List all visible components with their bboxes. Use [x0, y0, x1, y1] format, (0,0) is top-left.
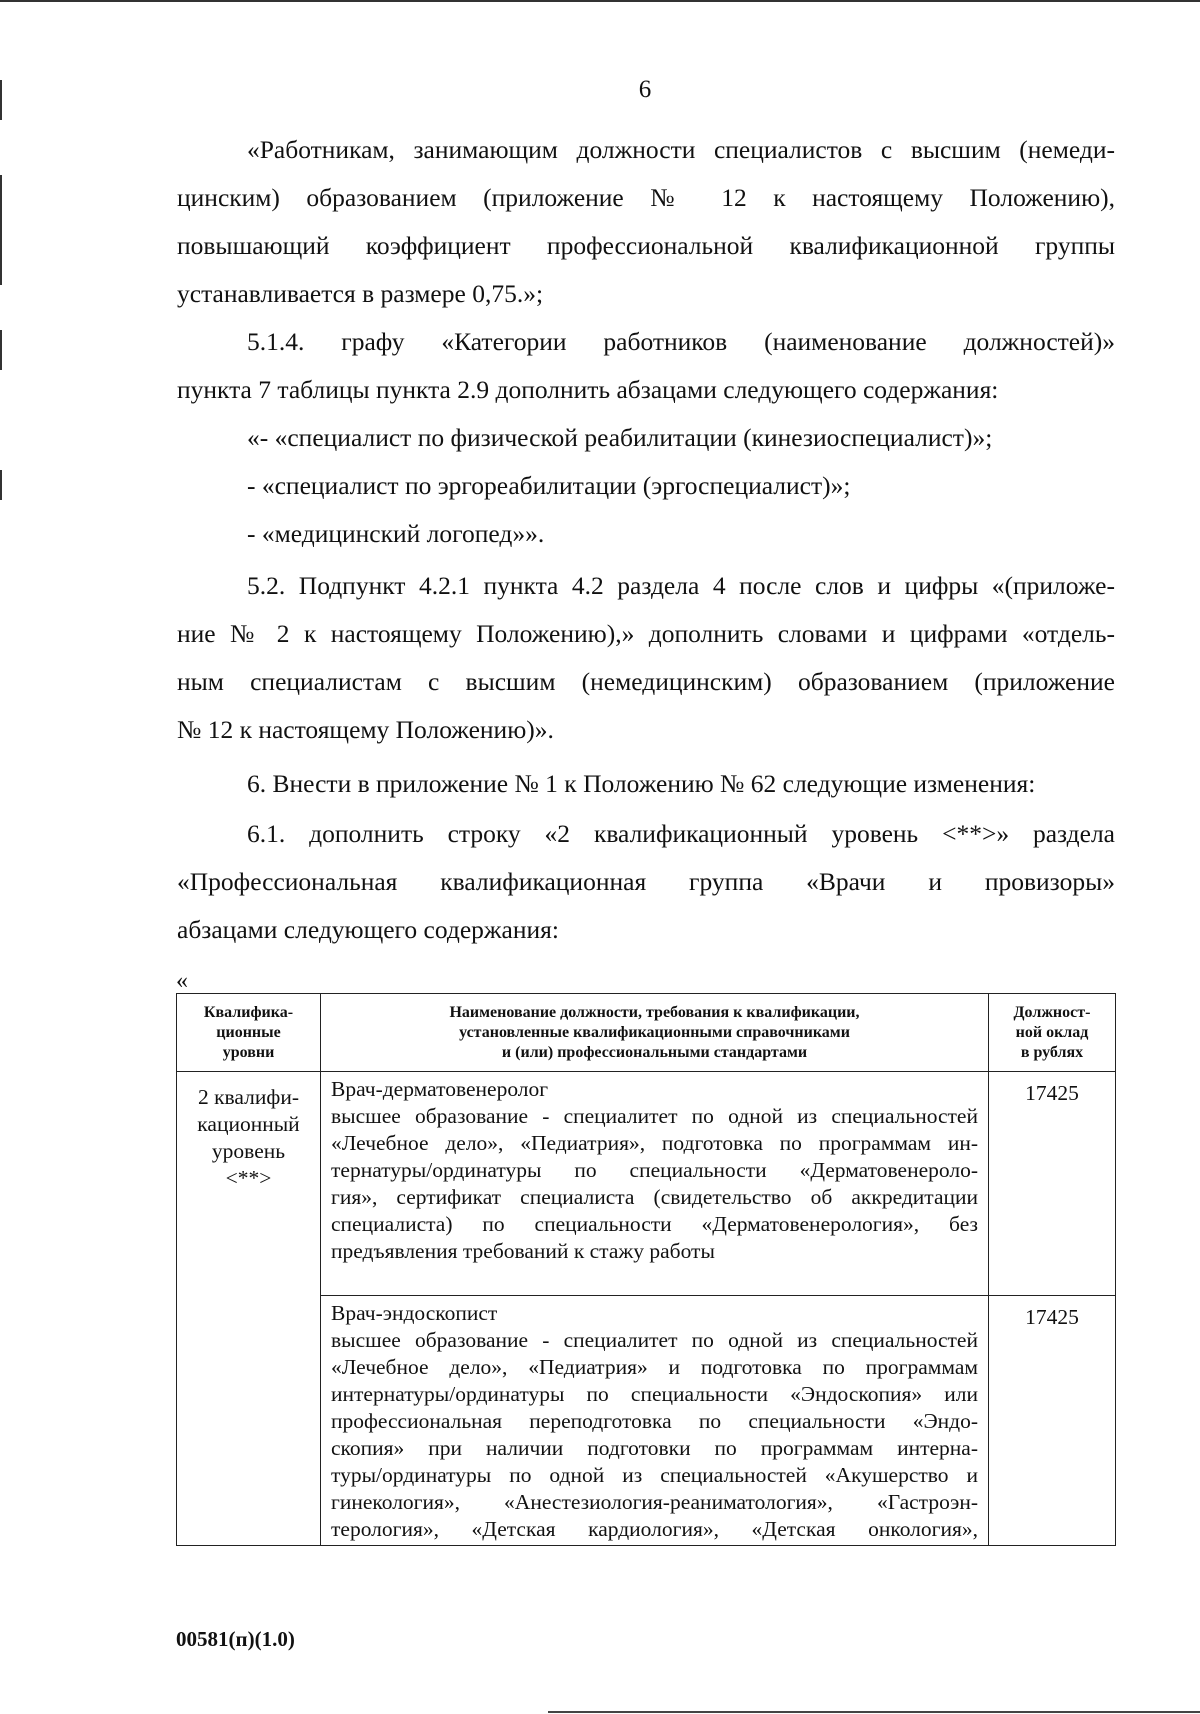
text-line: 6.1. дополнить строку «2 квалификационный уровень <**>» раздела [247, 819, 1115, 848]
text-line: «- «специалист по физической реабилитации (кинезиоспециалист)»; [247, 423, 993, 452]
table-header-row [177, 994, 1116, 1072]
paragraph-6-1 [177, 810, 1115, 954]
header-level: Квалифика- ционные уровни [177, 994, 321, 1072]
text-line: специалиста) по специальности «Дерматовенерология», без [331, 1212, 978, 1236]
list-item [177, 414, 1115, 462]
text-line: скопия» при наличии подготовки по программам интерна- [331, 1436, 978, 1460]
text-line: туры/ординатуры по одной из специальностей «Акушерство и [331, 1463, 978, 1487]
text-line: 5.2. Подпункт 4.2.1 пункта 4.2 раздела 4 после слов и цифры «(приложе- [247, 571, 1115, 600]
text-line: абзацами следующего содержания: [177, 915, 559, 944]
salary-cell: 17425 [989, 1296, 1116, 1546]
paragraph-6 [177, 760, 1115, 808]
position-description [321, 1072, 989, 1296]
text-line: повышающий коэффициент профессиональной квалификационной группы [177, 231, 1115, 260]
position-description [321, 1296, 989, 1546]
text-line: высшее образование - специалитет по одной из специальностей [331, 1328, 978, 1352]
page-number: 6 [638, 76, 652, 103]
table-open-quote: « [176, 968, 188, 994]
text-line: «Профессиональная квалификационная группа «Врачи и провизоры» [177, 867, 1115, 896]
qualification-table [176, 993, 1116, 1546]
text-line: устанавливается в размере 0,75.»; [177, 279, 544, 308]
header-position: Наименование должности, требования к квалификации, установленные квалификационными справочниками и (или) профессиональными стандартами [321, 994, 989, 1072]
text-line: «Работникам, занимающим должности специалистов с высшим (немеди- [247, 135, 1115, 164]
paragraph-5-2 [177, 562, 1115, 754]
bottom-border-line [548, 1711, 1200, 1713]
text-line: гия», сертификат специалиста (свидетельство об аккредитации [331, 1185, 978, 1209]
document-code: 00581(п)(1.0) [176, 1627, 295, 1651]
list-item [177, 510, 1115, 558]
header-salary: Должност- ной оклад в рублях [989, 994, 1116, 1072]
level-cell: 2 квалифи- кационный уровень <**> [177, 1072, 321, 1546]
list-item [177, 462, 1115, 510]
text-line: 5.1.4. графу «Категории работников (наименование должностей)» [247, 327, 1115, 356]
text-line: - «специалист по эргореабилитации (эргоспециалист)»; [247, 471, 851, 500]
scan-margin-mark [0, 470, 2, 500]
text-line: - «медицинский логопед»». [247, 519, 545, 548]
text-line: высшее образование - специалитет по одной из специальностей [331, 1104, 978, 1128]
text-line: пункта 7 таблицы пункта 2.9 дополнить абзацами следующего содержания: [177, 375, 999, 404]
text-line: предъявления требований к стажу работы [331, 1239, 715, 1263]
position-title: Врач-дерматовенеролог [331, 1077, 549, 1101]
paragraph-coefficient [177, 126, 1115, 318]
text-line: ние № 2 к настоящему Положению),» дополнить словами и цифрами «отдель- [177, 619, 1115, 648]
table-row [177, 1072, 1116, 1296]
text-line: № 12 к настоящему Положению)». [177, 715, 554, 744]
text-line: интернатуры/ординатуры по специальности «Эндоскопия» или [331, 1382, 978, 1406]
text-line: «Лечебное дело», «Педиатрия», подготовка по программам ин- [331, 1131, 978, 1155]
text-line: «Лечебное дело», «Педиатрия» и подготовка по программам [331, 1355, 978, 1379]
text-line: терология», «Детская кардиология», «Детская онкология», [331, 1517, 978, 1541]
scan-margin-mark [0, 175, 2, 285]
text-line: гинекология», «Анестезиология-реаниматология», «Гастроэн- [331, 1490, 978, 1514]
text-line: ным специалистам с высшим (немедицинским) образованием (приложение [177, 667, 1115, 696]
text-line: 6. Внести в приложение № 1 к Положению № 62 следующие изменения: [247, 769, 1036, 798]
text-line: цинским) образованием (приложение № 12 к настоящему Положению), [177, 183, 1115, 212]
position-title: Врач-эндоскопист [331, 1301, 498, 1325]
scan-margin-mark [0, 330, 2, 370]
text-line: профессиональная переподготовка по специальности «Эндо- [331, 1409, 978, 1433]
top-border-line [0, 0, 1200, 2]
text-line: тернатуры/ординатуры по специальности «Дерматовенероло- [331, 1158, 978, 1182]
salary-cell: 17425 [989, 1072, 1116, 1296]
paragraph-5-1-4 [177, 318, 1115, 414]
